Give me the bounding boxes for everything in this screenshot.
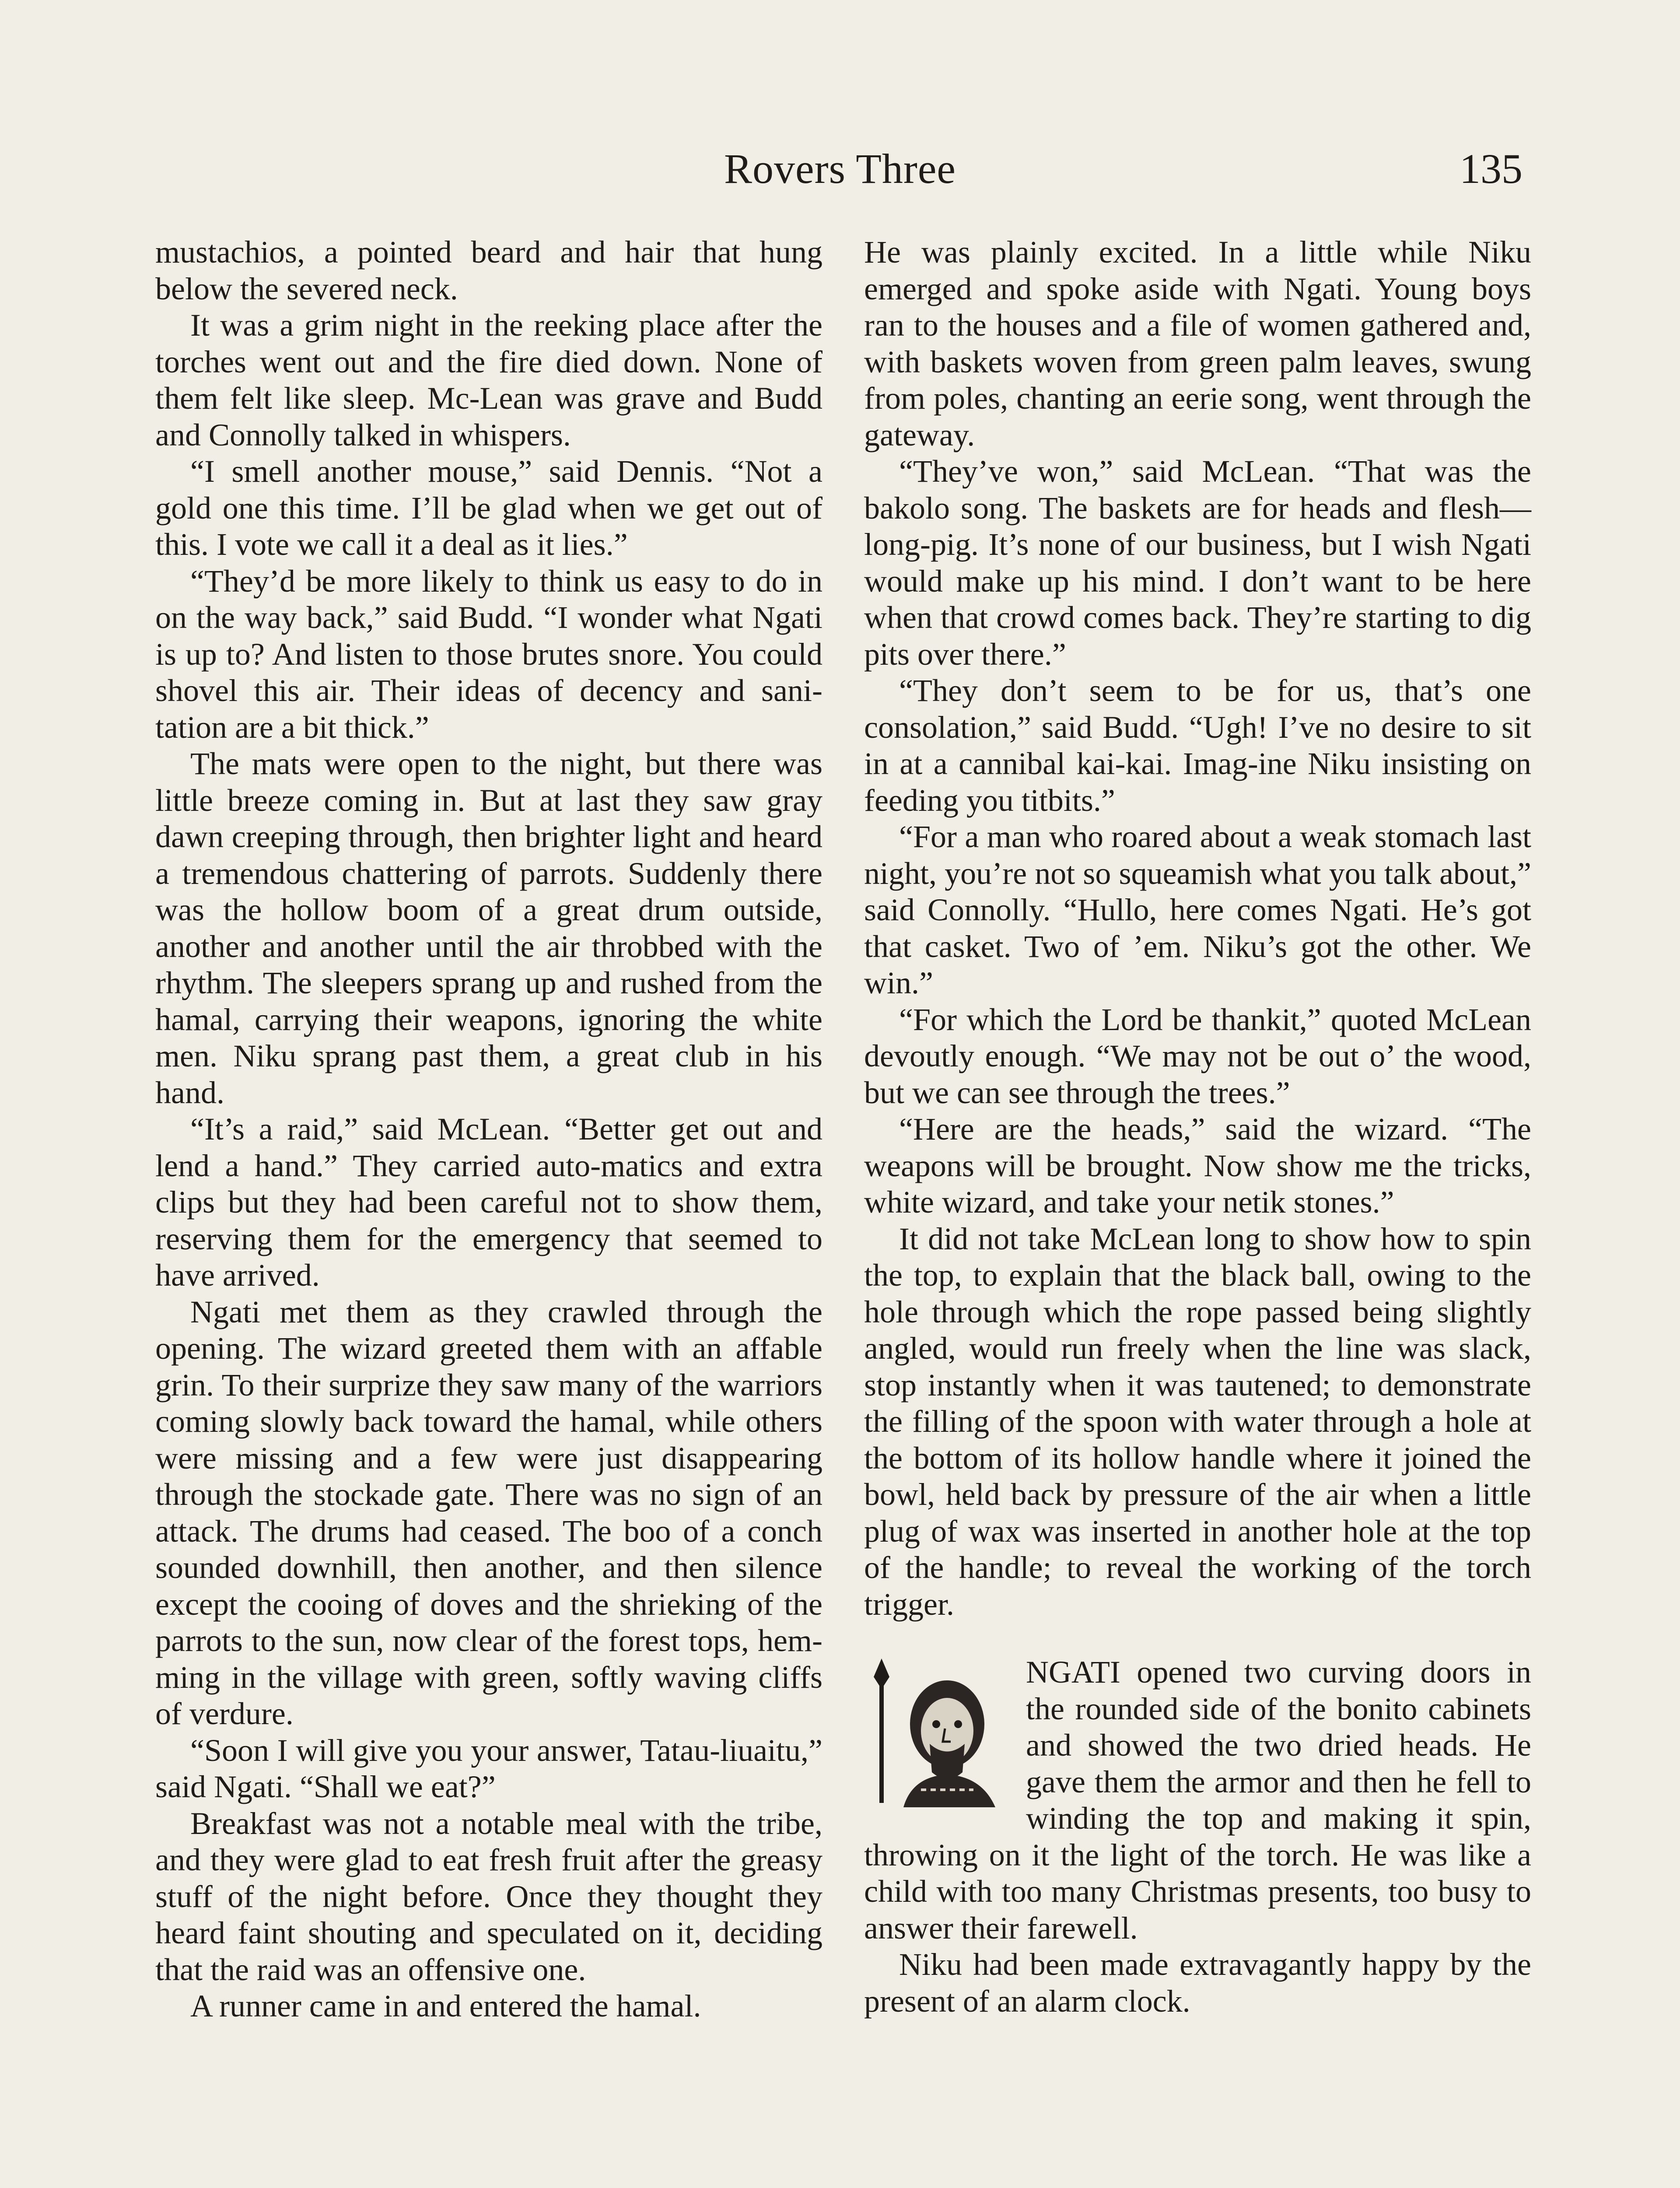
paragraph: “They don’t seem to be for us, that’s one consolation,” said Budd. “Ugh! I’ve no desire to sit in at a cannibal kai-kai. Imag-ine Niku insisting on feeding you titbits.” <box>864 673 1531 818</box>
paragraph: Ngati met them as they crawled through the opening. The wizard greeted them with an affable grin. To their surprize they saw many of the warriors coming slowly back toward the hamal, while others were missing and a few were just disappearing through the stockade gate. There was no sign of an attack. The drums had ceased. The boo of a conch sounded downhill, then another, and then silence except the cooing of doves and the shrieking of the parrots to the sun, now clear of the forest tops, hem-ming in the village with green, softly waving cliffs of verdure. <box>155 1294 822 1731</box>
warrior-head-illustration <box>864 1659 1008 1807</box>
section-break <box>864 1623 1531 1654</box>
paragraph: “It’s a raid,” said McLean. “Better get out and lend a hand.” They carried auto-matics and extra clips but they had been careful not to show them, reserving them for the emergency that seemed to have arrived. <box>155 1112 822 1293</box>
paragraph: He was plainly excited. In a little while Niku emerged and spoke aside with Ngati. Young boys ran to the houses and a file of women gathered and, with baskets woven from green palm leaves, swung from poles, chanting an eerie song, went through the gateway. <box>864 235 1531 452</box>
paragraph: It was a grim night in the reeking place after the torches went out and the fire died down. None of them felt like sleep. Mc-Lean was grave and Budd and Connolly talked in whispers. <box>155 308 822 452</box>
paragraph: mustachios, a pointed beard and hair that hung below the severed neck. <box>155 235 822 306</box>
page-number: 135 <box>1460 145 1522 192</box>
paragraph: The mats were open to the night, but there was little breeze coming in. But at last they saw gray dawn creeping through, then brighter light and heard a tremendous chattering of parrots. Suddenly there was the hollow boom of a great drum outside, another and another until the air throbbed with the rhythm. The sleepers sprang up and rushed from the hamal, carrying their weapons, ignoring the white men. Niku sprang past them, a great club in his hand. <box>155 746 822 1110</box>
paragraph: It did not take McLean long to show how to spin the top, to explain that the black ball, owing to the hole through which the rope passed being slightly angled, would run freely when the line was slack, stop instantly when it was tautened; to demonstrate the filling of the spoon with water through a hole at the bottom of its hollow handle where it joined the bowl, held back by pressure of the air when a little plug of wax was inserted in another hole at the top of the handle; to reveal the working of the torch trigger. <box>864 1221 1531 1622</box>
left-column <box>155 234 822 2025</box>
running-header-title: Rovers Three <box>724 145 956 192</box>
section-opening <box>864 1654 1531 1946</box>
paragraph: “Here are the heads,” said the wizard. “The weapons will be brought. Now show me the tricks, white wizard, and take your netik stones.” <box>864 1112 1531 1220</box>
paragraph: “For which the Lord be thankit,” quoted McLean devoutly enough. “We may not be out o’ the wood, but we can see through the trees.” <box>864 1002 1531 1110</box>
paragraph: A runner came in and entered the hamal. <box>190 1988 701 2023</box>
paragraph: “For a man who roared about a weak stomach last night, you’re not so squeamish what you talk about,” said Connolly. “Hullo, here comes Ngati. He’s got that casket. Two of ’em. Niku’s got the other. We win.” <box>864 819 1531 1000</box>
paragraph: Niku had been made extravagantly happy by the present of an alarm clock. <box>864 1947 1531 2019</box>
paragraph: NGATI opened two curving doors in the rounded side of the bonito cabinets and showed the two dried heads. He gave them the armor and then he fell to winding the top and making it spin, throwing on it the light of the torch. He was like a child with too many Christmas presents, too busy to answer their farewell. <box>864 1655 1531 1946</box>
paragraph: “Soon I will give you your answer, Tatau-liuaitu,” said Ngati. “Shall we eat?” <box>155 1732 822 1804</box>
paragraph: “They’ve won,” said McLean. “That was the bakolo song. The baskets are for heads and flesh—long-pig. It’s none of our business, but I wish Ngati would make up his mind. I don’t want to be here when that crowd comes back. They’re starting to dig pits over there.” <box>864 454 1531 672</box>
right-column <box>864 234 1531 2020</box>
paragraph: “They’d be more likely to think us easy to do in on the way back,” said Budd. “I wonder what Ngati is up to? And listen to those brutes snore. You could shovel this air. Their ideas of decency and sani-tation are a bit thick.” <box>155 563 822 745</box>
paragraph: “I smell another mouse,” said Dennis. “Not a gold one this time. I’ll be glad when we get out of this. I vote we call it a deal as it lies.” <box>155 454 822 562</box>
paragraph: Breakfast was not a notable meal with the tribe, and they were glad to eat fresh fruit after the greasy stuff of the night before. Once they thought they heard faint shouting and speculated on it, deciding that the raid was an offensive one. <box>155 1806 822 1987</box>
